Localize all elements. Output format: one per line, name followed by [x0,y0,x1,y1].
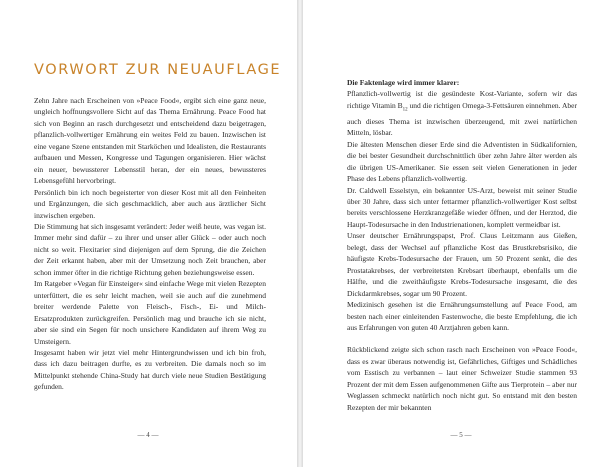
page-number: — 5 — [450,431,472,439]
right-page-body [347,77,577,413]
left-page [0,0,297,467]
paragraph: Die Stimmung hat sich insgesamt verändert: Jeder weiß heute, was vegan ist. Immer mehr sind dafür – zu ihrer und unser aller Glück – oder auch noch nicht so weit. Flexitarier sind diejenigen auf dem Sprung, die die Zeichen der Zeit erkannt haben, aber mit der Umsetzung noch Zeit brauchen, aber schon immer öfter in die richtige Richtung gehen beziehungsweise essen. [34,221,266,277]
paragraph-b12: Pflanzlich-vollwertig ist die gesündeste Kost-Variante, sofern wir das richtige Vitamin $B_{12}$ und die richtigen Omega-3-Fettsäuren einnehmen. Aber auch dieses Thema ist inzwischen überzeugend, mit zwei natürlichen Mitteln, lösbar. [347,89,578,138]
section-subheading: Die Faktenlage wird immer klarer: [347,78,460,87]
paragraph: Unser deutscher Ernährungspapst, Prof. Claus Leitzmann aus Gießen, belegt, dass der Wechsel auf pflanzliche Kost das Brustkrebsrisiko, die häufigste Krebs-Todesursache der Frauen, um 50 Prozent senkt, die des Prostatakrebses, der verbreitetsten Krebsart überhaupt, ebenfalls um die Hälfte, und die zweithäufigste Krebs-Todesursache insgesamt, die des Dickdarmkrebses, sogar um 90 Prozent. [347,231,577,298]
paragraph: Die ältesten Menschen dieser Erde sind die Adventisten in Südkalifornien, die bei bester Gesundheit durchschnittlich über zehn Jahre älter werden als die übrigen US-Amerikaner. Sie essen seit vielen Generationen in jeder Phase des Lebens pflanzlich-vollwertig. [347,139,577,184]
chapter-heading: VORWORT ZUR NEUAUFLAGE [34,62,282,78]
paragraph: Dr. Caldwell Esselstyn, ein bekannter US-Arzt, beweist mit seiner Studie über 30 Jahre, dass sich unter fettarmer pflanzlich-vollwertiger Kost selbst bereits verschlossene Herzkranzgefäße wieder öffnen, und der Herztod, die Haupt-Todesursache in den Industrienationen, komplett vermeidbar ist. [347,185,577,229]
left-page-body [34,95,266,393]
paragraph: Medizinisch gesehen ist die Ernährungsumstellung auf Peace Food, am besten nach einer einleitenden Fastenwoche, die beste Empfehlung, die ich aus Erfahrungen von guten 40 Arztjahren geben kann. [347,300,577,333]
paragraph: Insgesamt haben wir jetzt viel mehr Hintergrundwissen und ich bin froh, dass ich dazu beitragen durfte, es zu verbreiten. Die damals noch so im Mittelpunkt stehende China-Study hat durch viele neue Studien Bestätigung gefunden. [34,347,266,392]
right-page [303,0,600,467]
paragraph: Zehn Jahre nach Erscheinen von »Peace Food«, ergibt sich eine ganz neue, ungleich hoffnungsvollere Sicht auf das Thema Ernährung. Peace Food hat sich von Beginn an rasch durchgesetzt und entscheidend dazu beigetragen, pflanzlich-vollwertiger Ernährung ein weites Feld zu bauen. Inzwischen ist eine vegane Szene entstanden mit Starköchen und Idealisten, die Restaurants aufbauen und Messen, Kongresse und Tagungen organisieren. Hier wächst ein neuer, bewussterer Lebensstil heran, der ein neues, bewussteres Lebensgefühl hervorbringt. [34,96,266,186]
page-number: — 4 — [137,431,159,439]
paragraph: Persönlich bin ich noch begeisterter von dieser Kost mit all den Feinheiten und Ergänzungen, die sich geschmacklich, aber auch aus ärztlicher Sicht inzwischen ergeben. [34,187,266,220]
paragraph: Im Ratgeber »Vegan für Einsteiger« sind einfache Wege mit vielen Rezepten unterfüttert, die es sehr leicht machen, weil sie auch auf die zunehmend breiter werdende Palette von Fleisch-, Fisch-, Ei- und Milch-Ersatzprodukten zurückgreifen. Persönlich mag und brauche ich sie nicht, aber sie sind ein Segen für noch unsichere Kandidaten auf ihrem Weg zu Umsteigern. [34,279,266,346]
closing-paragraph: Rückblickend zeigte sich schon rasch nach Erscheinen von »Peace Food«, dass es zwar überaus notwendig ist, Gefährliches, Giftiges und Schädliches vom Esstisch zu verbannen – laut einer Schweizer Studie stammen 93 Prozent der mit dem Essen aufgenommenen Gifte aus Tierprotein – aber nur Weglassen schmeckt natürlich noch nicht gut. So entstand mit den besten Rezepten der mir bekannten [347,345,577,412]
